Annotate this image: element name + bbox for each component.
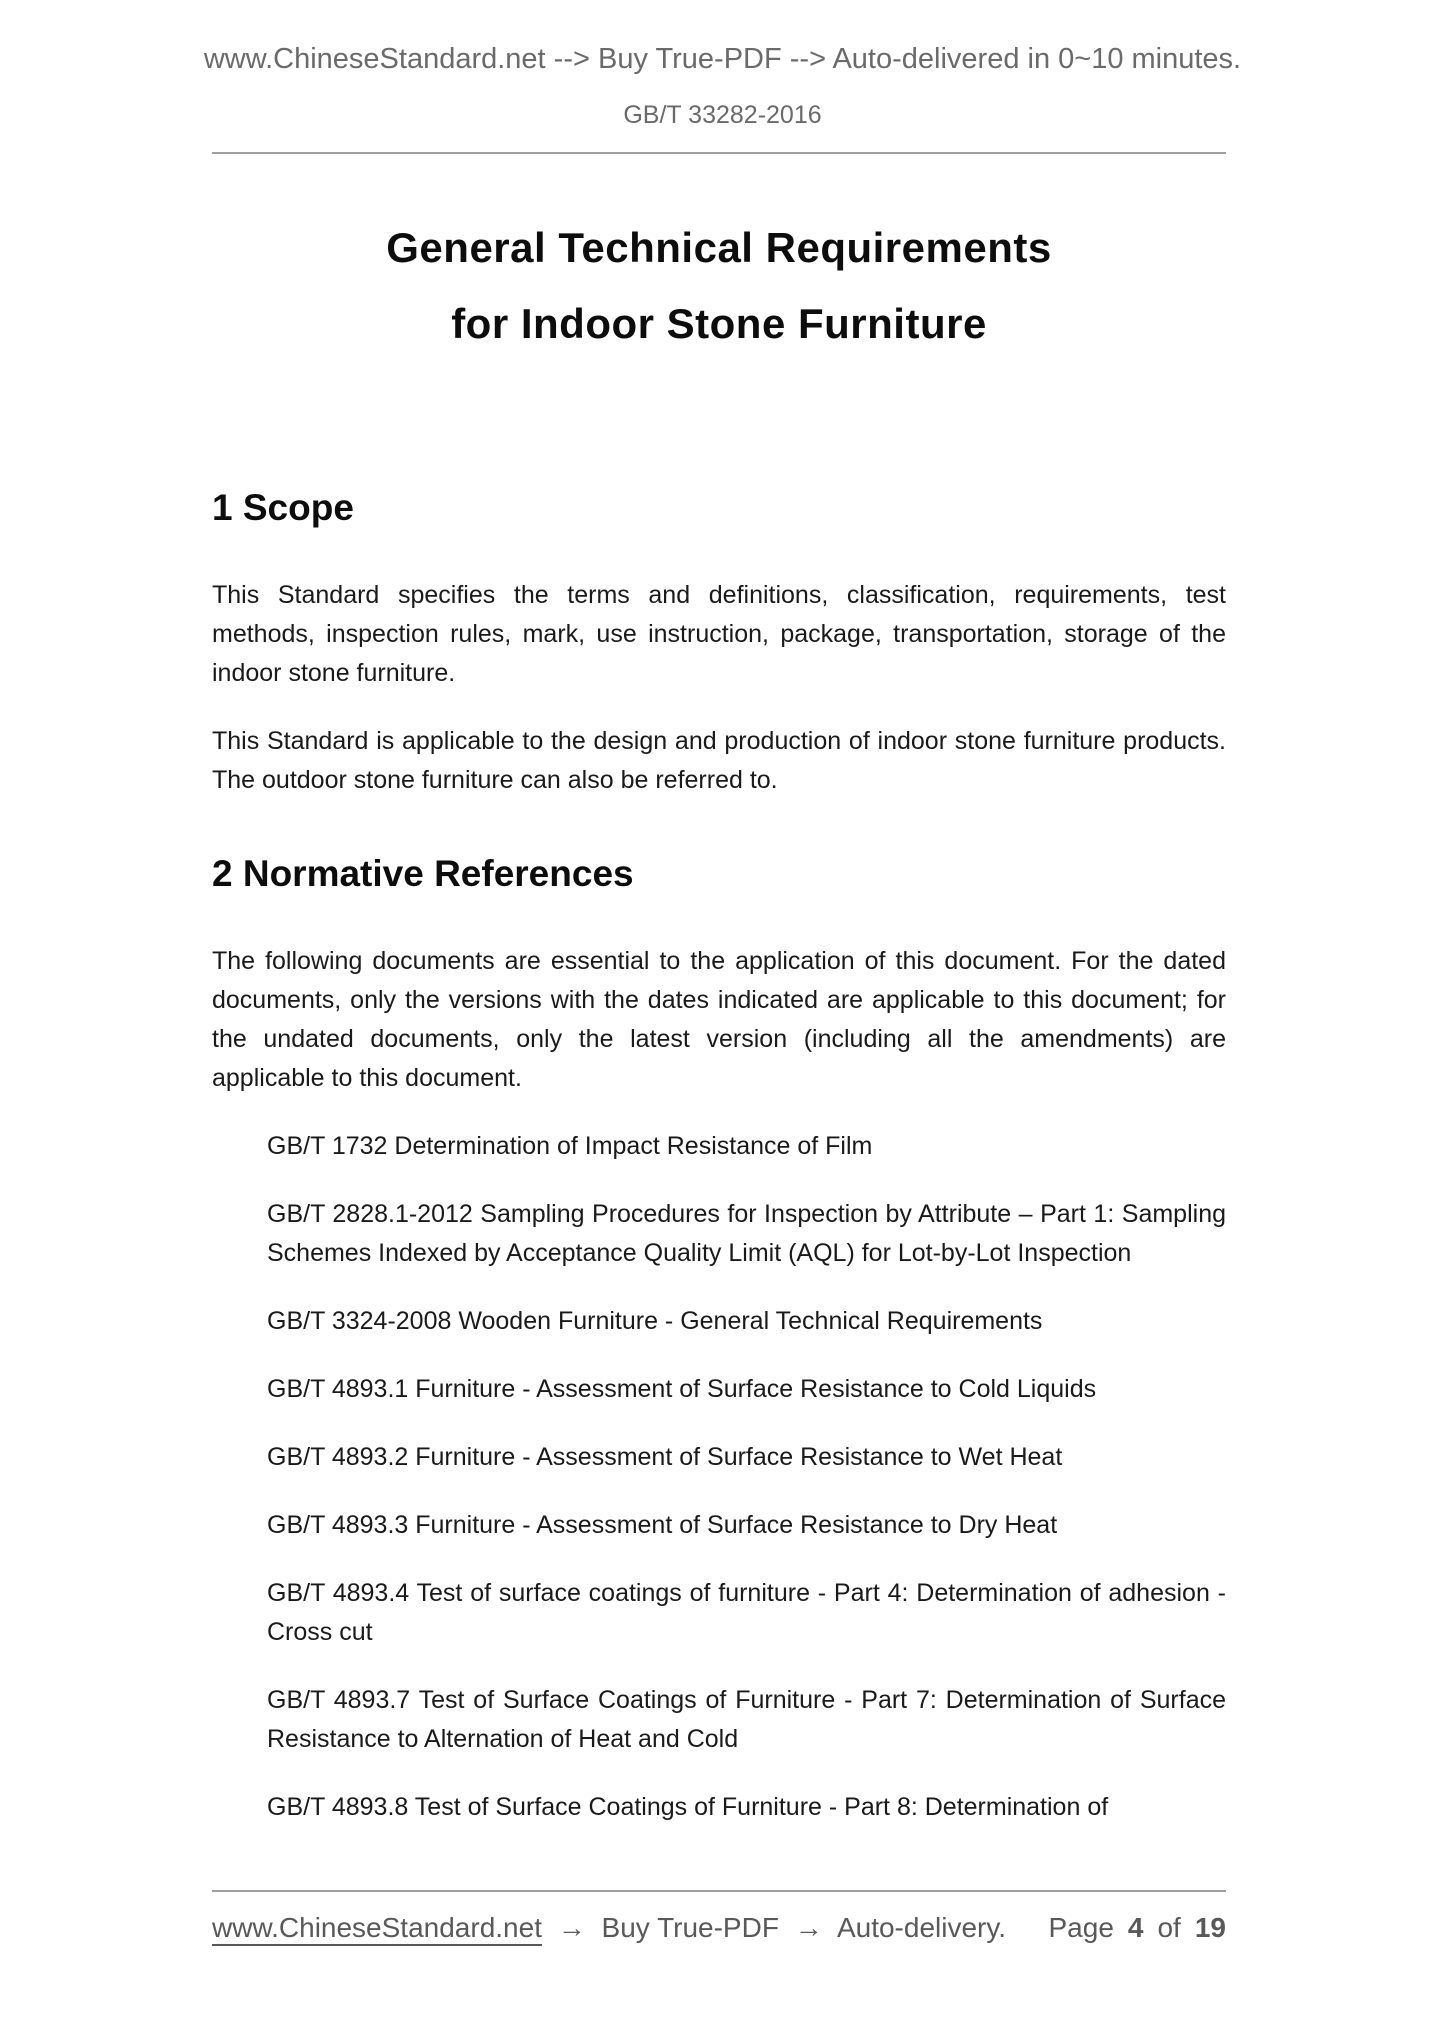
section-normative-references xyxy=(212,851,1226,1827)
reference-item: GB/T 4893.8 Test of Surface Coatings of Furniture - Part 8: Determination of xyxy=(267,1793,1109,1821)
document-body xyxy=(212,0,1226,1856)
reference-item: GB/T 4893.4 Test of surface coatings of furniture - Part 4: Determination of adhesion -Cross cut xyxy=(267,1579,1226,1646)
document-footer xyxy=(212,1910,1226,1946)
normative-references-intro: The following documents are essential to the application of this document. For the dated documents, only the versions with the dates indicated are applicable to this document; for the undated documents, only the latest version (including all the amendments) are applicable to this document. xyxy=(212,947,1226,1092)
page-indicator xyxy=(1049,1910,1227,1946)
reference-item: GB/T 2828.1-2012 Sampling Procedures for Inspection by Attribute – Part 1: Sampling Schemes Indexed by Acceptance Quality Limit (AQL) for Lot-by-Lot Inspection xyxy=(267,1200,1226,1267)
scope-heading: 1 Scope xyxy=(212,487,354,528)
page-number: 4 xyxy=(1127,1912,1144,1943)
footer-site-link[interactable]: www.ChineseStandard.net xyxy=(212,1912,542,1946)
scope-paragraph-1: This Standard specifies the terms and definitions, classification, requirements, test methods, inspection rules, mark, use instruction, package, transportation, storage of the indoor stone furniture. xyxy=(212,581,1226,687)
normative-references-heading: 2 Normative References xyxy=(212,853,634,894)
header-tagline: www.ChineseStandard.net --> Buy True-PDF --> Auto-delivered in 0~10 minutes. xyxy=(203,43,1242,75)
section-scope xyxy=(212,485,1226,800)
footer-delivery-text: Auto-delivery. xyxy=(836,1912,1007,1943)
footer-buy-text: Buy True-PDF xyxy=(601,1912,779,1943)
title-line-1: General Technical Requirements xyxy=(386,224,1052,271)
reference-item: GB/T 4893.1 Furniture - Assessment of Surface Resistance to Cold Liquids xyxy=(267,1375,1097,1403)
reference-item: GB/T 3324-2008 Wooden Furniture - General Technical Requirements xyxy=(267,1307,1043,1335)
of-word: of xyxy=(1157,1912,1181,1943)
reference-item: GB/T 4893.3 Furniture - Assessment of Surface Resistance to Dry Heat xyxy=(267,1511,1058,1539)
reference-item: GB/T 1732 Determination of Impact Resistance of Film xyxy=(267,1132,873,1160)
header-standard-code: GB/T 33282-2016 xyxy=(623,101,822,129)
scope-paragraph-2: This Standard is applicable to the design and production of indoor stone furniture products. The outdoor stone furniture can also be referred to. xyxy=(212,727,1226,794)
title-line-2: for Indoor Stone Furniture xyxy=(451,300,987,347)
footer-divider xyxy=(212,1890,1226,1892)
right-arrow-icon: → xyxy=(557,1912,586,1943)
total-pages: 19 xyxy=(1194,1912,1226,1943)
reference-item: GB/T 4893.7 Test of Surface Coatings of Furniture - Part 7: Determination of Surface Resistance to Alternation of Heat and Cold xyxy=(267,1686,1226,1753)
reference-item: GB/T 4893.2 Furniture - Assessment of Surface Resistance to Wet Heat xyxy=(267,1443,1063,1471)
footer-left xyxy=(212,1910,1014,1946)
page-word: Page xyxy=(1048,1912,1114,1943)
right-arrow-icon: → xyxy=(794,1912,823,1943)
